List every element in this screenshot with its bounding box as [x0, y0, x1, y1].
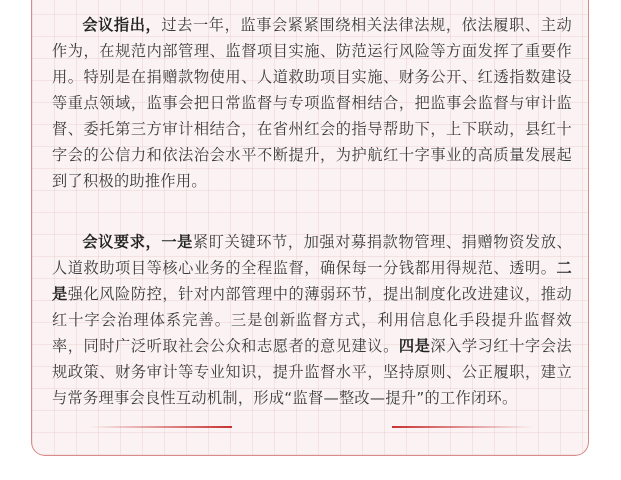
paragraph-meeting-requirements [52, 229, 572, 411]
paragraph-meeting-points [52, 12, 572, 194]
point-text: 强化风险防控，针对内部管理中的薄弱环节，提出制度化改进建议，推动红十字会治理体系完善。 [52, 285, 572, 329]
decorative-divider-left [88, 426, 232, 428]
point-label: 一是 [161, 233, 193, 251]
decorative-divider-right [392, 426, 534, 428]
point-text: 创新监督方式，利用信息化手段提升监督效率，同时广泛听取社会公众和志愿者的意见建议。 [52, 311, 572, 355]
point-label: 二是 [52, 259, 572, 303]
paragraph-lead: 会议要求， [82, 233, 162, 251]
point-label: 四是 [398, 337, 431, 355]
point-text: 深入学习红十字会法规政策、财务审计等专业知识，提升监督水平，坚持原则、公正履职，建立与常务理事会良性互动机制，形成“监督—整改—提升”的工作闭环。 [52, 337, 572, 407]
paragraph-lead: 会议指出， [82, 16, 162, 34]
point-text: 紧盯关键环节，加强对募捐款物管理、捐赠物资发放、人道救助项目等核心业务的全程监督，确保每一分钱都用得规范、透明。 [52, 233, 573, 277]
paragraph-text: 过去一年，监事会紧紧围绕相关法律法规，依法履职、主动作为，在规范内部管理、监督项目实施、防范运行风险等方面发挥了重要作用。特别是在捐赠款物使用、人道救助项目实施、财务公开、红透指数建设等重点领域，监事会把日常监督与专项监督相结合，把监事会监督与审计监督、委托第三方审计相结合，在省州红会的指导帮助下，上下联动，县红十字会的公信力和依法治会水平不断提升，为护航红十字事业的高质量发展起到了积极的助推作用。 [52, 16, 572, 190]
point-label: 三是 [231, 311, 264, 329]
